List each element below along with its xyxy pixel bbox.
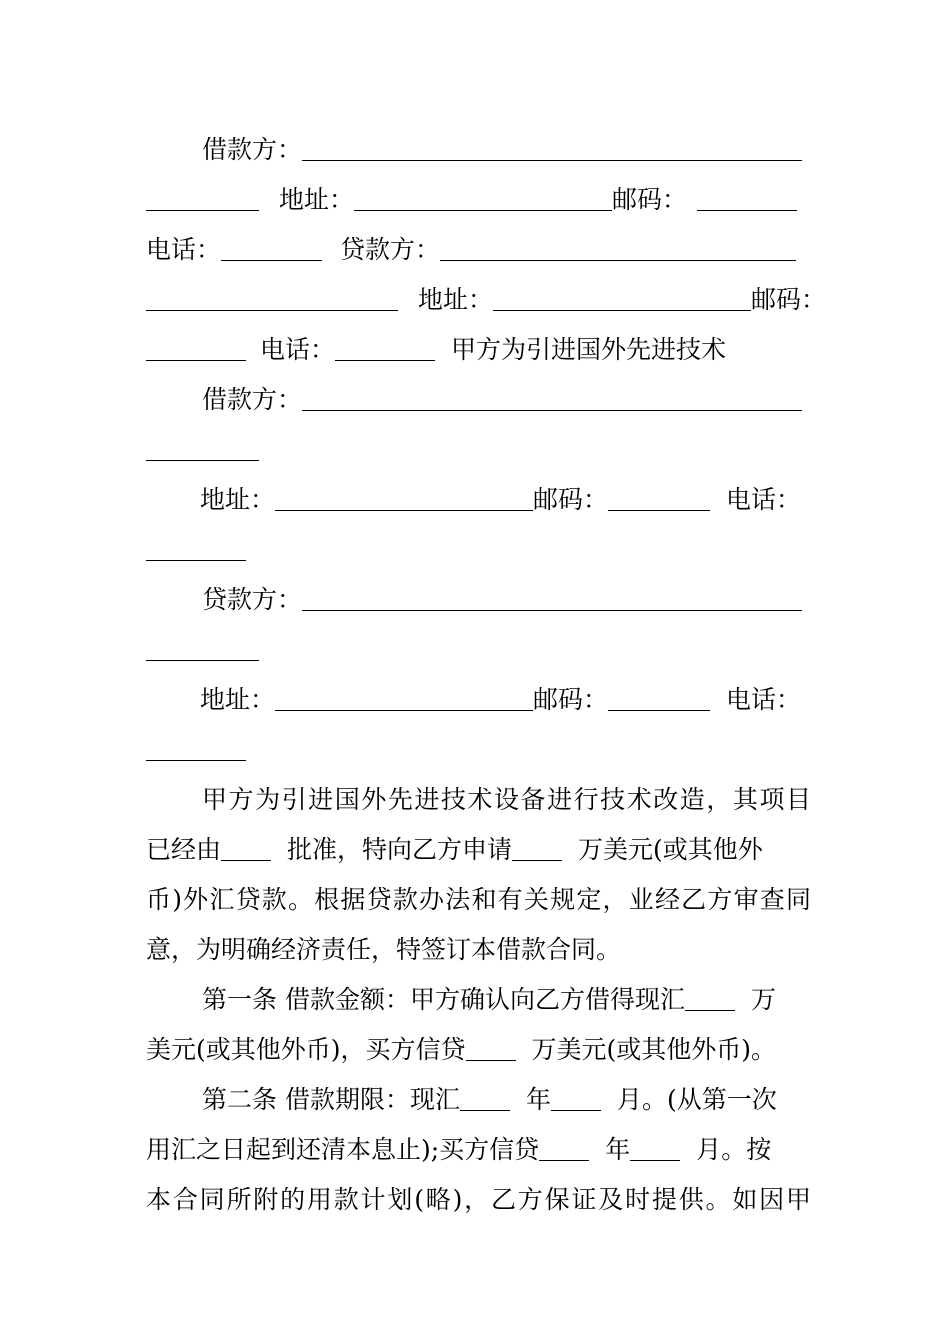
borrower-postcode-blank[interactable] (697, 209, 797, 211)
lender-postcode-label: 邮码： (751, 285, 827, 314)
preamble-text-2b: 批准，特向乙方申请 (287, 835, 513, 864)
article1-text-1a: 第一条 借款金额：甲方确认向乙方借得现汇 (202, 985, 685, 1014)
lender-line-cont (146, 625, 811, 675)
article2-text-2a: 用汇之日起到还清本息止);买方信贷 (146, 1135, 540, 1164)
credit-months-blank[interactable] (630, 1159, 680, 1161)
article1-text-2b: 万美元(或其他外币)。 (531, 1035, 777, 1064)
preamble-text-4: 意，为明确经济责任，特签订本借款合同。 (146, 935, 622, 964)
borrower-address-line (146, 475, 811, 525)
borrower-label: 借款方： (202, 135, 303, 164)
lender-address-label: 地址： (418, 285, 494, 314)
borrower-label-2: 借款方： (202, 385, 303, 414)
intro-fragment: 甲方为引进国外先进技术 (451, 335, 727, 364)
credit-years-blank[interactable] (539, 1159, 589, 1161)
cash-months-blank[interactable] (551, 1109, 601, 1111)
lender-phone-label-2: 电话： (726, 685, 802, 714)
borrower-address-label-2: 地址： (200, 485, 276, 514)
borrower-postcode-label: 邮码： (612, 185, 688, 214)
lender-label: 贷款方： (340, 235, 441, 264)
article2-text-1c: 月。(从第一次 (616, 1085, 777, 1114)
borrower-phone-line (146, 525, 811, 575)
preamble-line-3 (146, 875, 811, 925)
lender-address-line (146, 675, 811, 725)
preamble-line-4 (146, 925, 811, 975)
header-line-3 (146, 225, 811, 275)
preamble-text-3: 币)外汇贷款。根据贷款办法和有关规定，业经乙方审查同 (146, 885, 811, 914)
borrower-address-blank[interactable] (354, 209, 612, 211)
article1-line-2 (146, 1025, 811, 1075)
borrower-line (146, 375, 811, 425)
lender-postcode-label-2: 邮码： (533, 685, 609, 714)
header-line-5 (146, 325, 811, 375)
lender-phone-blank-2[interactable] (146, 759, 246, 761)
lender-label-2: 贷款方： (202, 585, 303, 614)
preamble-text-2a: 已经由 (146, 835, 222, 864)
borrower-address-blank-2[interactable] (275, 509, 533, 511)
buyer-credit-amount-blank[interactable] (466, 1059, 516, 1061)
article1-line-1 (146, 975, 811, 1025)
borrower-phone-blank[interactable] (221, 259, 322, 261)
header-line-4 (146, 275, 827, 325)
article2-text-3: 本合同所附的用款计划(略)，乙方保证及时提供。如因甲 (146, 1185, 811, 1214)
header-line-1 (146, 125, 811, 175)
lender-postcode-blank[interactable] (146, 359, 246, 361)
borrower-phone-blank-2[interactable] (146, 559, 246, 561)
lender-postcode-blank-2[interactable] (608, 709, 710, 711)
lender-phone-line (146, 725, 811, 775)
borrower-postcode-label-2: 邮码： (533, 485, 609, 514)
lender-phone-label: 电话： (260, 335, 336, 364)
lender-name-blank-2-cont[interactable] (146, 659, 259, 661)
lender-name-blank-cont[interactable] (146, 309, 398, 311)
article1-text-2a: 美元(或其他外币)，买方信贷 (146, 1035, 466, 1064)
lender-address-blank[interactable] (493, 309, 751, 311)
preamble-line-2 (146, 825, 811, 875)
cash-amount-blank[interactable] (685, 1009, 735, 1011)
lender-address-blank-2[interactable] (275, 709, 533, 711)
approval-authority-blank[interactable] (221, 859, 271, 861)
article1-text-1b: 万 (750, 985, 776, 1014)
lender-name-blank[interactable] (440, 259, 796, 261)
lender-phone-blank[interactable] (335, 359, 435, 361)
article2-text-1b: 年 (525, 1085, 551, 1114)
header-line-2 (146, 175, 811, 225)
loan-amount-blank[interactable] (512, 859, 562, 861)
article2-text-2b: 年 (605, 1135, 631, 1164)
borrower-name-blank[interactable] (302, 159, 802, 161)
article2-line-1 (146, 1075, 811, 1125)
article2-text-1a: 第二条 借款期限：现汇 (202, 1085, 460, 1114)
article2-text-2c: 月。按 (696, 1135, 772, 1164)
borrower-name-blank-cont[interactable] (146, 209, 259, 211)
article2-line-2 (146, 1125, 811, 1175)
lender-name-blank-2[interactable] (302, 609, 802, 611)
borrower-phone-label-2: 电话： (726, 485, 802, 514)
borrower-postcode-blank-2[interactable] (608, 509, 710, 511)
preamble-text-1: 甲方为引进国外先进技术设备进行技术改造，其项目 (202, 785, 811, 814)
article2-line-3 (146, 1175, 811, 1225)
borrower-name-blank-2[interactable] (302, 409, 802, 411)
preamble-line-1 (146, 775, 811, 825)
borrower-name-blank-2-cont[interactable] (146, 459, 259, 461)
lender-line (146, 575, 811, 625)
borrower-address-label: 地址： (279, 185, 355, 214)
cash-years-blank[interactable] (460, 1109, 510, 1111)
borrower-line-cont (146, 425, 811, 475)
lender-address-label-2: 地址： (200, 685, 276, 714)
preamble-text-2c: 万美元(或其他外 (578, 835, 763, 864)
borrower-phone-label: 电话： (146, 235, 222, 264)
